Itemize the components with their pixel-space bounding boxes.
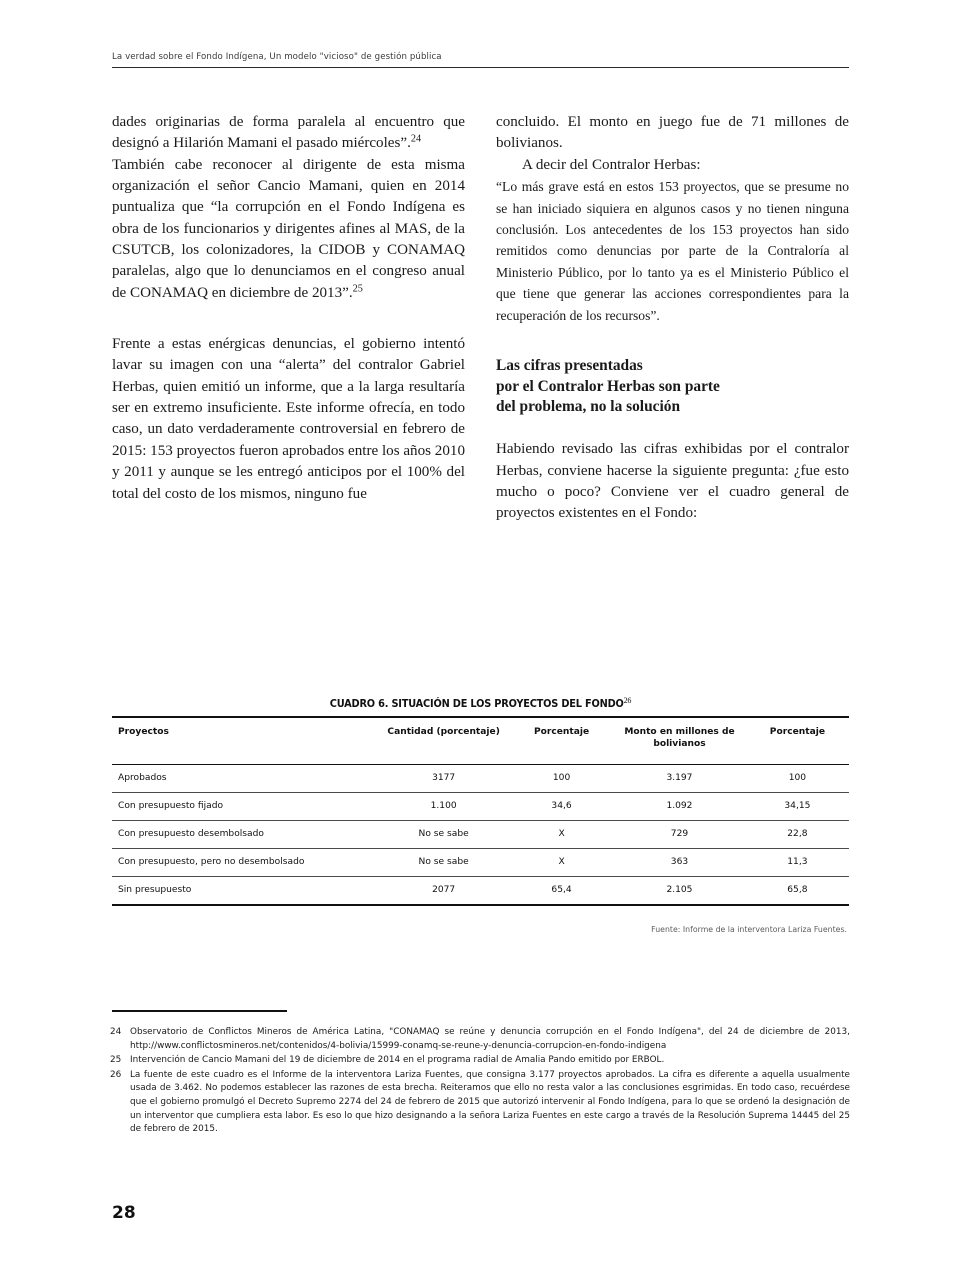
footnote-marker-26[interactable]: 26 [623,694,632,705]
section-spacer-top [496,326,849,356]
cell-cantidad: 3177 [377,765,510,793]
section-heading [496,356,849,417]
running-head: La verdad sobre el Fondo Indígena, Un modelo "vicioso" de gestión pública [112,52,849,68]
table-body [112,765,849,905]
cell-porcentaje-cantidad: 100 [510,765,613,793]
cell-monto: 363 [613,848,746,876]
footnote-separator-rule [112,1010,287,1012]
paragraph-cancio-mamani [112,155,465,304]
section-heading-line-1: Las cifras presentadas [496,357,643,375]
table-head [112,717,849,765]
cell-porcentaje-cantidad: X [510,848,613,876]
cuadro-6-table [112,716,849,906]
footnote-number: 26 [110,1069,122,1080]
table-source-note: Fuente: Informe de la interventora Lariza Fuentes. [651,924,847,934]
cell-cantidad: 2077 [377,876,510,904]
table-header-row [112,717,849,765]
cell-porcentaje-monto: 65,8 [746,876,849,904]
footnote-text: Observatorio de Conflictos Mineros de América Latina, "CONAMAQ se reúne y denuncia corrupción en el Fondo Indígena", del 24 de diciembre de 2013, http://www.conflictosmineros.net/contenidos/4-bolivia/15999-conamq-se-reune-y-denuncia-corrupcion-en-fondo-indigena [130,1027,850,1051]
table-title-text: CUADRO 6. SITUACIÓN DE LOS PROYECTOS DEL FONDO [329,698,624,710]
cell-monto: 3.197 [613,765,746,793]
cell-monto: 2.105 [613,876,746,904]
footnote-text: La fuente de este cuadro es el Informe de la interventora Lariza Fuentes, que consigna 3.177 proyectos aprobados. La cifra es diferente a aquella usualmente usada de 3.462. No podemos establecer las razones de esta brecha. Reiteramos que ello no resta valor a las conclusiones esgrimidas. En todo caso, recuérdese que el gobierno promulgó el Decreto Supremo 2274 del 24 de febrero de 2015 que autorizó intervenir al Fondo Indígena, para lo que se ordenó la designación de un interventor que cumpliera esta labor. Es eso lo que hizo designando a la señora Lariza Fuentes en este cargo a través de la Resolución Suprema 14445 del 25 de febrero de 2015. [130,1069,850,1135]
blockquote-herbas: “Lo más grave está en estos 153 proyectos, que se presume no se han iniciado siquiera en algunos casos y no tienen ninguna conclusión. Los antecedentes de los 153 proyectos han sido remitidos como denuncias por parte de la Contraloría al Ministerio Público, por lo tanto ya es el Ministerio Público el que tiene que generar las acciones correspondientes para la recuperación de los recursos”. [496,179,849,323]
paragraph-concluido: concluido. El monto en juego fue de 71 millones de bolivianos. [496,114,849,152]
footnote-number: 25 [110,1055,122,1066]
left-column [112,112,465,505]
table-row [112,876,849,904]
table-row [112,821,849,849]
paragraph-habiendo-revisado: Habiendo revisado las cifras exhibidas por el contralor Herbas, conviene hacerse la siguiente pregunta: ¿fue esto mucho o poco? Conviene ver el cuadro general de proyectos existentes en el Fondo: [496,441,849,522]
cell-proyectos: Con presupuesto fijado [112,793,377,821]
paragraph-cancio-mamani-text: También cabe reconocer al dirigente de esta misma organización el señor Cancio Mamani, quien en 2014 puntualiza que “la corrupción en el Fondo Indígena es obra de los funcionarios y dirigentes afines al MAS, de la CSUTCB, los colonizadores, la CIDOB y CONAMAQ paralelas, algo que lo denunciamos en el congreso anual de CONAMAQ en diciembre de 2013”. [112,156,465,301]
footnotes-section [110,1026,850,1138]
cell-proyectos: Con presupuesto desembolsado [112,821,377,849]
section-heading-line-3: del problema, no la solución [496,397,681,415]
section-heading-line-2: por el Contralor Herbas son parte [496,377,720,395]
cell-porcentaje-cantidad: 65,4 [510,876,613,904]
footnote-number: 24 [110,1027,122,1037]
cell-cantidad: No se sabe [377,821,510,849]
right-column [496,112,849,525]
paragraph-frente-denuncias: Frente a estas enérgicas denuncias, el gobierno intentó lavar su imagen con una “alerta” del contralor Gabriel Herbas, quien emitió un informe, que a la larga resultaría ser en extremo insuficiente. Este informe ofrecía, en todo caso, un dato verdaderamente controversial en febrero de 2015: 153 proyectos fueron aprobados entre los años 2010 y 2011 y aunque se les entregó anticipos por el 100% del total del costo de los mismos, ninguno fue [112,336,465,502]
cell-porcentaje-cantidad: 34,6 [510,793,613,821]
footnote-marker-25[interactable]: 25 [352,283,363,295]
column-header-porcentaje-monto: Porcentaje [769,727,825,737]
cell-monto: 729 [613,821,746,849]
footnote-26 [110,1069,850,1137]
column-header-monto: Monto en millones de bolivianos [624,727,735,749]
cell-porcentaje-cantidad: X [510,821,613,849]
paragraph-a-decir: A decir del Contralor Herbas: [522,156,701,173]
cell-porcentaje-monto: 100 [746,765,849,793]
table-title [134,694,827,710]
footnote-text: Intervención de Cancio Mamani del 19 de diciembre de 2014 en el programa radial de Amalia Pando emitido por ERBOL. [130,1055,665,1066]
cell-porcentaje-monto: 34,15 [746,793,849,821]
table-container [112,694,849,934]
section-spacer-bottom [496,417,849,439]
paragraph-quote-continuation-text: dades originarias de forma paralela al encuentro que designó a Hilarión Mamani el pasado miércoles”. [112,114,465,152]
column-header-cantidad: Cantidad (porcentaje) [387,727,500,737]
cell-porcentaje-monto: 22,8 [746,821,849,849]
cell-monto: 1.092 [613,793,746,821]
cell-proyectos: Sin presupuesto [112,876,377,904]
footnote-24 [110,1026,850,1053]
cell-porcentaje-monto: 11,3 [746,848,849,876]
table-row [112,848,849,876]
paragraph-spacer [112,304,465,334]
cell-proyectos: Con presupuesto, pero no desembolsado [112,848,377,876]
table-row [112,793,849,821]
paragraph-quote-continuation [112,112,465,155]
column-header-porcentaje-cantidad: Porcentaje [533,727,590,737]
page-number: 28 [112,1203,136,1223]
column-header-proyectos: Proyectos [118,727,169,737]
cell-proyectos: Aprobados [112,765,377,793]
table-row [112,765,849,793]
footnote-marker-24[interactable]: 24 [410,133,422,145]
footnote-25 [110,1054,850,1068]
cell-cantidad: 1.100 [377,793,510,821]
cell-cantidad: No se sabe [377,848,510,876]
